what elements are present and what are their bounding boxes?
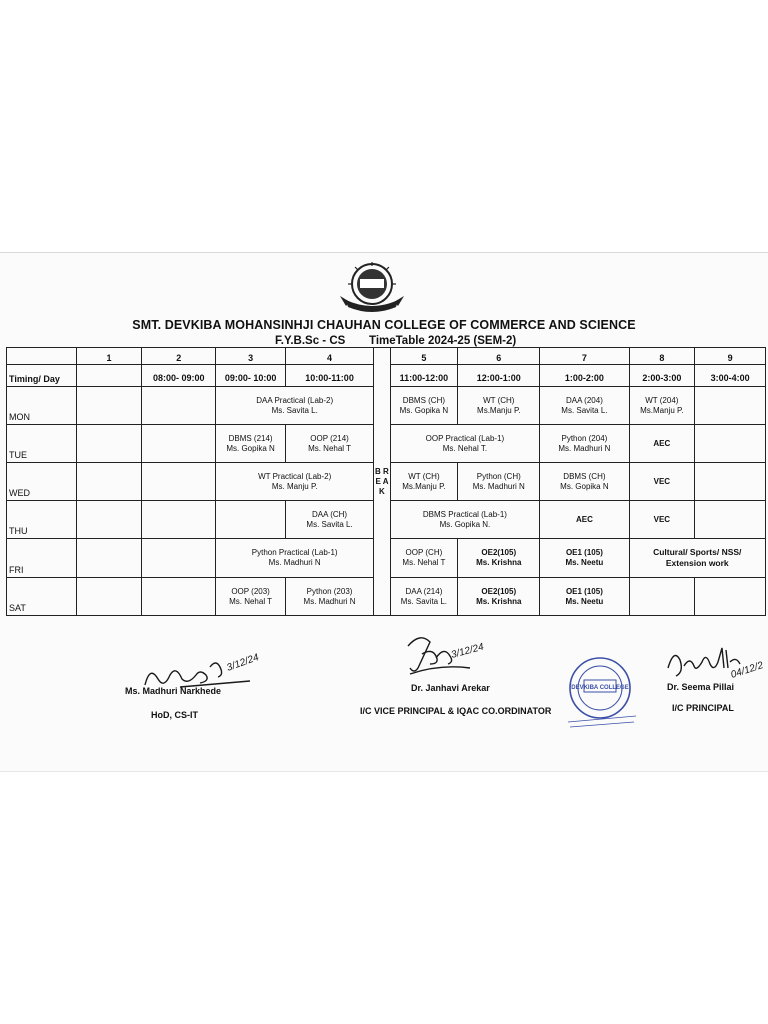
session-cell: OOP Practical (Lab-1) Ms. Nehal T. xyxy=(390,425,540,463)
empty-cell xyxy=(76,539,142,578)
vice-principal-role: I/C VICE PRINCIPAL & IQAC CO.ORDINATOR xyxy=(360,706,552,716)
break-letter: K xyxy=(378,486,385,496)
break-column xyxy=(374,348,390,616)
break-letter: B xyxy=(374,466,381,476)
empty-cell xyxy=(695,463,766,501)
time-slot: 1:00-2:00 xyxy=(540,365,629,387)
day-label: WED xyxy=(7,463,77,501)
svg-text:3/12/24: 3/12/24 xyxy=(449,641,486,661)
hod-name: Ms. Madhuri Narkhede xyxy=(125,686,222,696)
timetable-title: TimeTable 2024-25 (SEM-2) xyxy=(369,335,517,347)
session-cell: Python (204) Ms. Madhuri N xyxy=(540,425,629,463)
session-cell: WT (CH) Ms.Manju P. xyxy=(458,387,540,425)
session-cell: Python (CH) Ms. Madhuri N xyxy=(458,463,540,501)
empty-cell xyxy=(695,387,766,425)
session-cell: DAA Practical (Lab-2) Ms. Savita L. xyxy=(216,387,374,425)
time-slot: 11:00-12:00 xyxy=(390,365,458,387)
session-cell: AEC xyxy=(540,501,629,539)
session-cell: OOP (203) Ms. Nehal T xyxy=(216,578,286,616)
svg-text:3/12/24: 3/12/24 xyxy=(225,652,260,674)
day-label: THU xyxy=(7,501,77,539)
empty-cell xyxy=(76,425,142,463)
vice-principal-signature xyxy=(400,628,500,680)
session-cell: DAA (204) Ms. Savita L. xyxy=(540,387,629,425)
break-letter: E xyxy=(375,476,381,486)
time-slot: 3:00-4:00 xyxy=(695,365,766,387)
session-cell: DBMS (214) Ms. Gopika N xyxy=(216,425,286,463)
hod-role: HoD, CS-IT xyxy=(151,710,198,720)
break-letter: R xyxy=(382,466,389,476)
empty-cell xyxy=(629,578,695,616)
session-cell: WT (204) Ms.Manju P. xyxy=(629,387,695,425)
corner-cell xyxy=(7,348,77,365)
empty-cell xyxy=(695,425,766,463)
empty-cell xyxy=(142,578,216,616)
time-slot: 09:00- 10:00 xyxy=(216,365,286,387)
day-label: MON xyxy=(7,387,77,425)
period-number: 6 xyxy=(458,348,540,365)
session-cell: Python (203) Ms. Madhuri N xyxy=(285,578,373,616)
period-number: 3 xyxy=(216,348,286,365)
session-cell: VEC xyxy=(629,501,695,539)
session-cell: WT Practical (Lab-2) Ms. Manju P. xyxy=(216,463,374,501)
period-number: 1 xyxy=(76,348,142,365)
college-name: SMT. DEVKIBA MOHANSINHJI CHAUHAN COLLEGE OF COMMERCE AND SCIENCE xyxy=(132,318,636,332)
period-number: 2 xyxy=(142,348,216,365)
session-cell: AEC xyxy=(629,425,695,463)
period-number: 7 xyxy=(540,348,629,365)
day-label: SAT xyxy=(7,578,77,616)
session-cell: DBMS Practical (Lab-1) Ms. Gopika N. xyxy=(390,501,540,539)
time-slot: 10:00-11:00 xyxy=(285,365,373,387)
svg-text:04/12/2: 04/12/2 xyxy=(729,660,765,681)
session-cell: DBMS (CH) Ms. Gopika N xyxy=(540,463,629,501)
empty-cell xyxy=(142,539,216,578)
empty-cell xyxy=(695,501,766,539)
timetable-grid xyxy=(6,347,766,616)
session-cell: DBMS (CH) Ms. Gopika N xyxy=(390,387,458,425)
session-cell: OE2(105) Ms. Krishna xyxy=(458,539,540,578)
time-slot: 08:00- 09:00 xyxy=(142,365,216,387)
svg-text:DEVKIBA COLLEGE: DEVKIBA COLLEGE xyxy=(571,685,629,691)
session-cell: OOP (CH) Ms. Nehal T xyxy=(390,539,458,578)
session-cell: OOP (214) Ms. Nehal T xyxy=(285,425,373,463)
principal-name: Dr. Seema Pillai xyxy=(667,682,735,692)
day-label: TUE xyxy=(7,425,77,463)
college-stamp xyxy=(560,650,660,730)
session-cell: Python Practical (Lab-1) Ms. Madhuri N xyxy=(216,539,374,578)
principal-role: I/C PRINCIPAL xyxy=(672,703,734,713)
empty-cell xyxy=(142,463,216,501)
empty-cell xyxy=(695,578,766,616)
vice-principal-name: Dr. Janhavi Arekar xyxy=(411,683,490,693)
day-label: FRI xyxy=(7,539,77,578)
time-slot: 12:00-1:00 xyxy=(458,365,540,387)
empty-cell xyxy=(142,387,216,425)
period-number-row xyxy=(7,348,766,365)
empty-cell xyxy=(76,578,142,616)
empty-cell xyxy=(76,463,142,501)
session-cell: OE2(105) Ms. Krishna xyxy=(458,578,540,616)
period-number: 4 xyxy=(285,348,373,365)
empty-cell xyxy=(216,501,286,539)
empty-cell xyxy=(76,501,142,539)
principal-signature xyxy=(660,638,768,686)
period-number: 9 xyxy=(695,348,766,365)
session-cell: DAA (214) Ms. Savita L. xyxy=(390,578,458,616)
class-label: F.Y.B.Sc - CS xyxy=(275,335,346,347)
timing-day-label: Timing/ Day xyxy=(7,365,77,387)
session-cell: DAA (CH) Ms. Savita L. xyxy=(285,501,373,539)
session-cell: OE1 (105) Ms. Neetu xyxy=(540,578,629,616)
session-cell: VEC xyxy=(629,463,695,501)
empty-cell xyxy=(76,365,142,387)
session-cell: OE1 (105) Ms. Neetu xyxy=(540,539,629,578)
break-letter: A xyxy=(382,476,389,486)
time-slot: 2:00-3:00 xyxy=(629,365,695,387)
college-logo xyxy=(336,262,408,312)
empty-cell xyxy=(76,387,142,425)
period-number: 8 xyxy=(629,348,695,365)
session-cell: WT (CH) Ms.Manju P. xyxy=(390,463,458,501)
empty-cell xyxy=(142,425,216,463)
session-cell: Cultural/ Sports/ NSS/ Extension work xyxy=(629,539,765,578)
empty-cell xyxy=(142,501,216,539)
period-number: 5 xyxy=(390,348,458,365)
